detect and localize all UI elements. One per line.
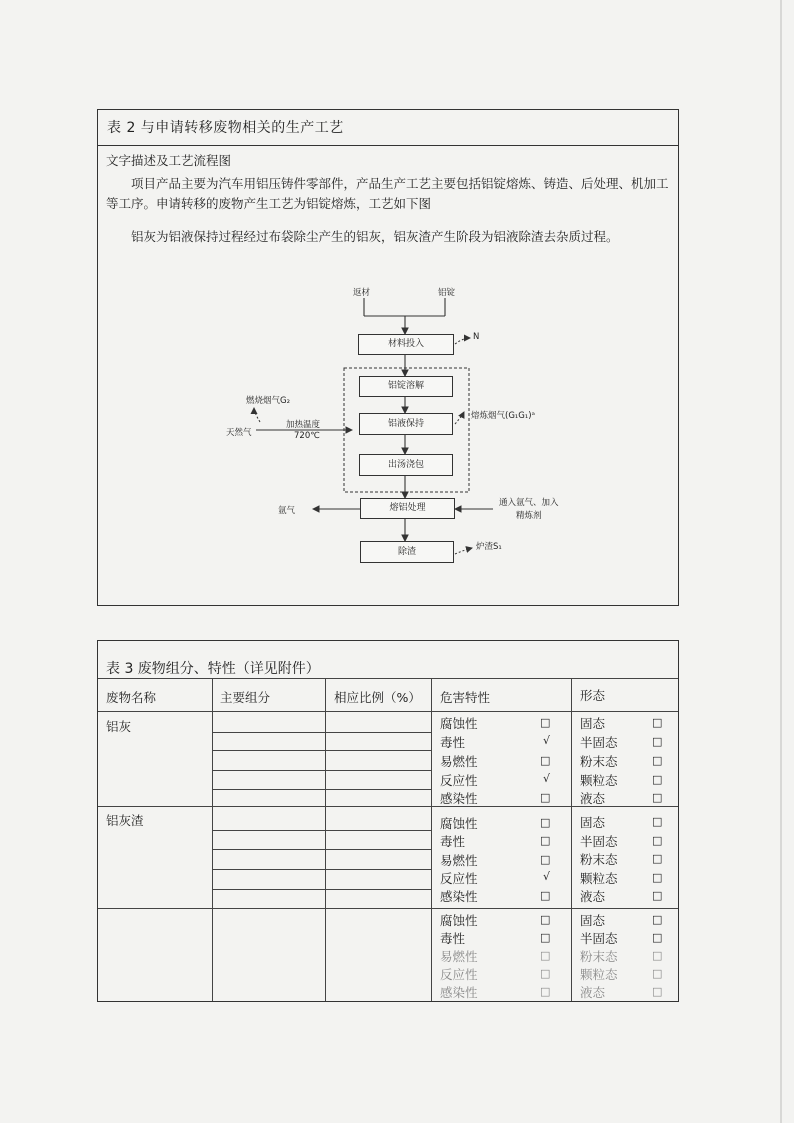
header-hazard: 危害特性 <box>440 690 491 705</box>
input-return-material: 返材 <box>353 288 371 298</box>
step-ingot-melting: 铝锭溶解 <box>359 376 453 397</box>
hazard-label: 感染性 <box>440 985 478 1000</box>
hazard-label: 腐蚀性 <box>440 913 478 928</box>
step-molten-treatment: 熔铝处理 <box>360 498 455 519</box>
form-checkbox[interactable]: □ <box>652 754 663 767</box>
form-checkbox[interactable]: □ <box>652 773 663 786</box>
form-checkbox[interactable]: □ <box>652 834 663 847</box>
form-label: 半固态 <box>580 735 618 750</box>
form-checkbox[interactable]: □ <box>652 967 663 980</box>
input-aluminum-ingot: 铝锭 <box>438 288 456 298</box>
form-label: 液态 <box>580 791 606 806</box>
noise-label: N <box>473 332 480 342</box>
form-label: 固态 <box>580 716 606 731</box>
hazard-checkbox[interactable]: □ <box>540 716 551 729</box>
hazard-label: 易燃性 <box>440 754 478 769</box>
hazard-label: 毒性 <box>440 834 466 849</box>
hazard-checkbox[interactable]: □ <box>540 967 551 980</box>
form-checkbox[interactable]: □ <box>652 913 663 926</box>
form-label: 颗粒态 <box>580 871 618 886</box>
hazard-label: 感染性 <box>440 889 478 904</box>
hazard-label: 反应性 <box>440 871 478 886</box>
form-label: 液态 <box>580 889 606 904</box>
hazard-label: 反应性 <box>440 967 478 982</box>
argon-input-label: 通入氩气、加入 <box>499 498 559 508</box>
table3-title: 表 3 废物组分、特性（详见附件） <box>106 661 320 677</box>
hazard-checkbox[interactable]: □ <box>540 754 551 767</box>
hazard-checkbox[interactable]: □ <box>540 931 551 944</box>
table2-subtitle: 文字描述及工艺流程图 <box>106 153 232 168</box>
form-checkbox[interactable]: □ <box>652 852 663 865</box>
argon-output-label: 氩气 <box>278 506 296 516</box>
form-checkbox[interactable]: □ <box>652 791 663 804</box>
form-checkbox[interactable]: □ <box>652 949 663 962</box>
form-checkbox[interactable]: □ <box>652 985 663 998</box>
waste-source-description: 铝灰为铝液保持过程经过布袋除尘产生的铝灰，铝灰渣产生阶段为铝液除渣去杂质过程。 <box>131 229 619 244</box>
form-label: 颗粒态 <box>580 773 618 788</box>
hazard-checkbox[interactable]: □ <box>540 913 551 926</box>
heating-temperature-label: 加热温度 <box>286 420 321 430</box>
combustion-gas-label: 燃烧烟气G₂ <box>246 396 290 406</box>
form-label: 液态 <box>580 985 606 1000</box>
hazard-checkbox[interactable]: □ <box>540 834 551 847</box>
form-label: 粉末态 <box>580 949 618 964</box>
table2-title: 表 2 与申请转移废物相关的生产工艺 <box>98 110 678 146</box>
step-slag-removal: 除渣 <box>360 541 454 563</box>
hazard-label: 易燃性 <box>440 949 478 964</box>
form-checkbox[interactable]: □ <box>652 871 663 884</box>
hazard-checkbox[interactable]: √ <box>543 870 551 883</box>
hazard-label: 感染性 <box>440 791 478 806</box>
hazard-label: 腐蚀性 <box>440 816 478 831</box>
temperature-value: 720℃ <box>294 431 320 441</box>
waste-name-1: 铝灰 <box>106 719 132 734</box>
header-main-component: 主要组分 <box>220 690 271 705</box>
header-ratio: 相应比例（%） <box>334 690 421 705</box>
step-material-charging: 材料投入 <box>358 334 454 355</box>
form-label: 固态 <box>580 815 606 830</box>
step-liquid-holding: 铝液保持 <box>359 413 453 435</box>
hazard-label: 毒性 <box>440 735 466 750</box>
form-label: 半固态 <box>580 931 618 946</box>
waste-name-2: 铝灰渣 <box>106 813 144 828</box>
page-edge <box>780 0 782 1123</box>
form-label: 固态 <box>580 913 606 928</box>
step-ladle-pouring: 出汤浇包 <box>359 454 453 476</box>
form-checkbox[interactable]: □ <box>652 931 663 944</box>
hazard-checkbox[interactable]: □ <box>540 816 551 829</box>
furnace-slag-label: 炉渣S₁ <box>476 542 502 552</box>
hazard-checkbox[interactable]: □ <box>540 791 551 804</box>
hazard-label: 易燃性 <box>440 853 478 868</box>
form-label: 粉末态 <box>580 852 618 867</box>
natural-gas-label: 天然气 <box>226 428 252 438</box>
hazard-checkbox[interactable]: □ <box>540 889 551 902</box>
hazard-label: 反应性 <box>440 773 478 788</box>
header-form: 形态 <box>580 688 606 703</box>
form-checkbox[interactable]: □ <box>652 889 663 902</box>
header-waste-name: 废物名称 <box>106 690 157 705</box>
production-process-table <box>97 109 679 606</box>
hazard-label: 毒性 <box>440 931 466 946</box>
flow-connectors <box>98 110 678 605</box>
hazard-checkbox[interactable]: □ <box>540 853 551 866</box>
form-label: 粉末态 <box>580 754 618 769</box>
hazard-checkbox[interactable]: √ <box>543 772 551 785</box>
refining-agent-label: 精炼剂 <box>516 511 542 521</box>
hazard-checkbox[interactable]: □ <box>540 949 551 962</box>
hazard-checkbox[interactable]: □ <box>540 985 551 998</box>
hazard-label: 腐蚀性 <box>440 716 478 731</box>
process-description: 项目产品主要为汽车用铝压铸件零部件，产品生产工艺主要包括铝锭熔炼、铸造、后处理、机加工等工序。申请转移的废物产生工艺为铝锭熔炼，工艺如下图 <box>106 176 669 211</box>
form-checkbox[interactable]: □ <box>652 735 663 748</box>
form-label: 半固态 <box>580 834 618 849</box>
hazard-checkbox[interactable]: √ <box>543 734 551 747</box>
waste-composition-table <box>97 640 679 1002</box>
form-checkbox[interactable]: □ <box>652 716 663 729</box>
form-label: 颗粒态 <box>580 967 618 982</box>
smelting-gas-label: 熔炼烟气(G₁G₁)ᵃ <box>471 411 535 421</box>
form-checkbox[interactable]: □ <box>652 815 663 828</box>
